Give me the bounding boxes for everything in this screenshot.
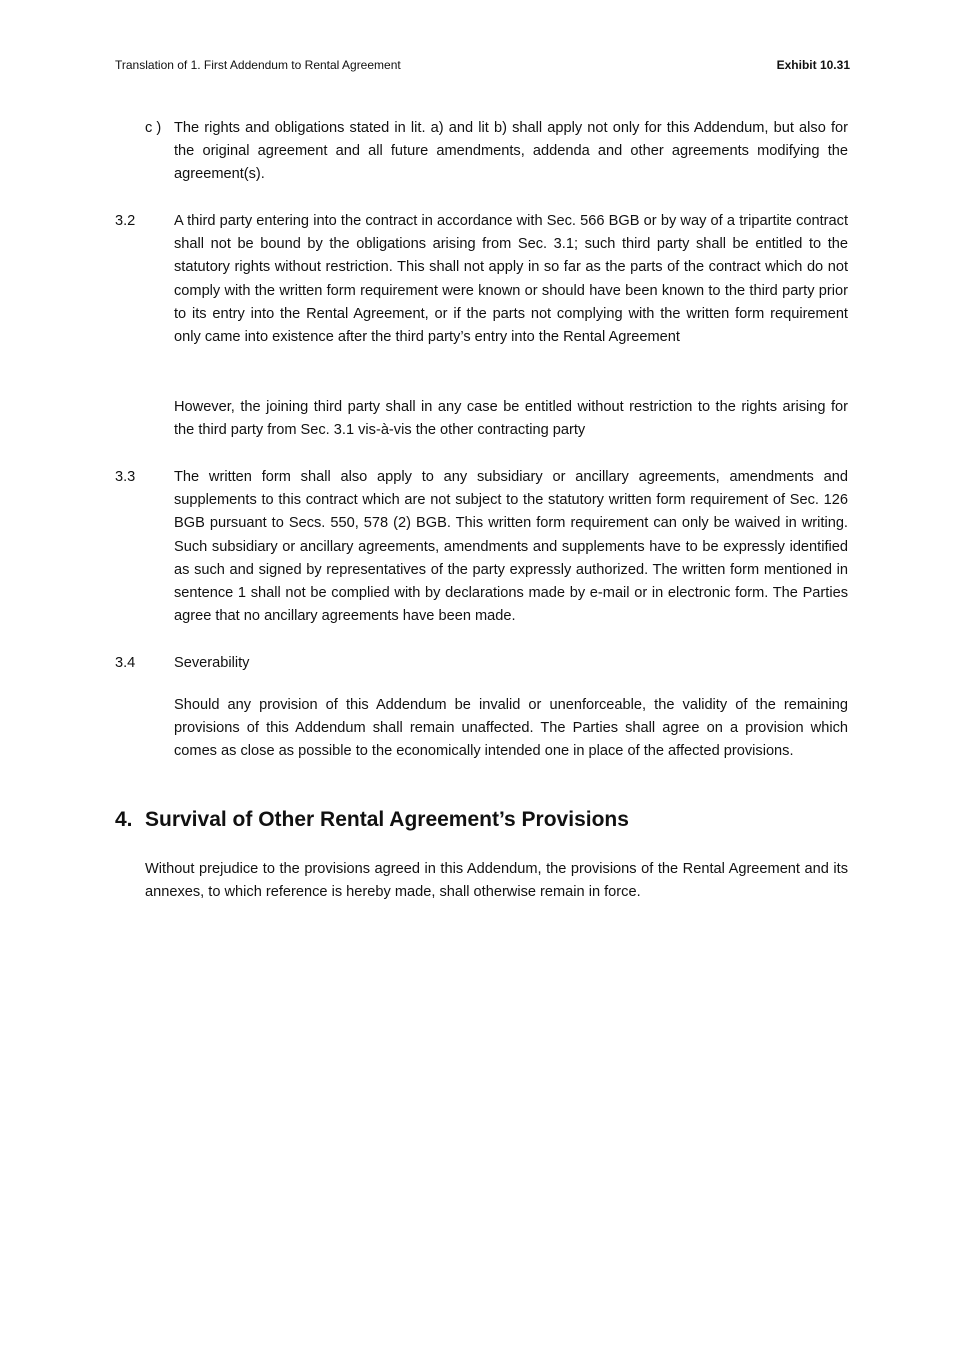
section-4-title: Survival of Other Rental Agreement’s Provisions <box>145 808 629 831</box>
document-title: Translation of 1. First Addendum to Rental Agreement <box>115 58 401 72</box>
section-4-paragraph: Without prejudice to the provisions agreed in this Addendum, the provisions of the Rental Agreement and its annexes, to which reference is hereby made, shall otherwise remain in force. <box>145 861 848 901</box>
section-4-number: 4. <box>115 808 133 831</box>
section-3-2-number: 3.2 <box>115 213 136 229</box>
section-4-heading <box>115 808 629 832</box>
exhibit-number: Exhibit 10.31 <box>776 58 850 72</box>
section-3-3-paragraph: The written form shall also apply to any subsidiary or ancillary agreements, amendments and supplements to this contract which are not subject to the statutory written form requirement of Sec. 126 BGB pursuant to Secs. 550, 578 (2) BGB. This written form requirement can only be waived in writing. Such subsidiary or ancillary agreements, amendments and supplements have to be expressly identified as such and signed by representatives of the party expressly authorized. The written form mentioned in sentence 1 shall not be complied with by declarations made by e-mail or in electronic form. The Parties agree that no ancillary agreements have been made. <box>174 469 848 625</box>
section-3-4-title: Severability <box>174 655 250 671</box>
section-3-2-paragraph-2: However, the joining third party shall in any case be entitled without restriction to the rights arising for the third party from Sec. 3.1 vis-à-vis the other contracting party <box>174 399 848 439</box>
page-header <box>115 58 850 72</box>
clause-c-label: c ) <box>145 120 162 136</box>
clause-c-text: The rights and obligations stated in lit. a) and lit b) shall apply not only for this Addendum, but also for the original agreement and all future amendments, addenda and other agreements modifying the agreement(s). <box>174 120 848 183</box>
section-3-2-paragraph-1: A third party entering into the contract in accordance with Sec. 566 BGB or by way of a tripartite contract shall not be bound by the obligations arising from Sec. 3.1; such third party shall be entitled to the statutory rights without restriction. This shall not apply in so far as the parts of the contract which do not comply with the written form requirement were known or should have been known to the third party prior to its entry into the Rental Agreement, or if the parts not complying with the written form requirement only came into existence after the third party’s entry into the Rental Agreement <box>174 213 848 346</box>
section-3-4-number: 3.4 <box>115 655 136 671</box>
section-3-3-number: 3.3 <box>115 469 136 485</box>
section-3-4-paragraph: Should any provision of this Addendum be invalid or unenforceable, the validity of the remaining provisions of this Addendum shall remain unaffected. The Parties shall agree on a provision which comes as close as possible to the economically intended one in place of the affected provisions. <box>174 697 848 760</box>
